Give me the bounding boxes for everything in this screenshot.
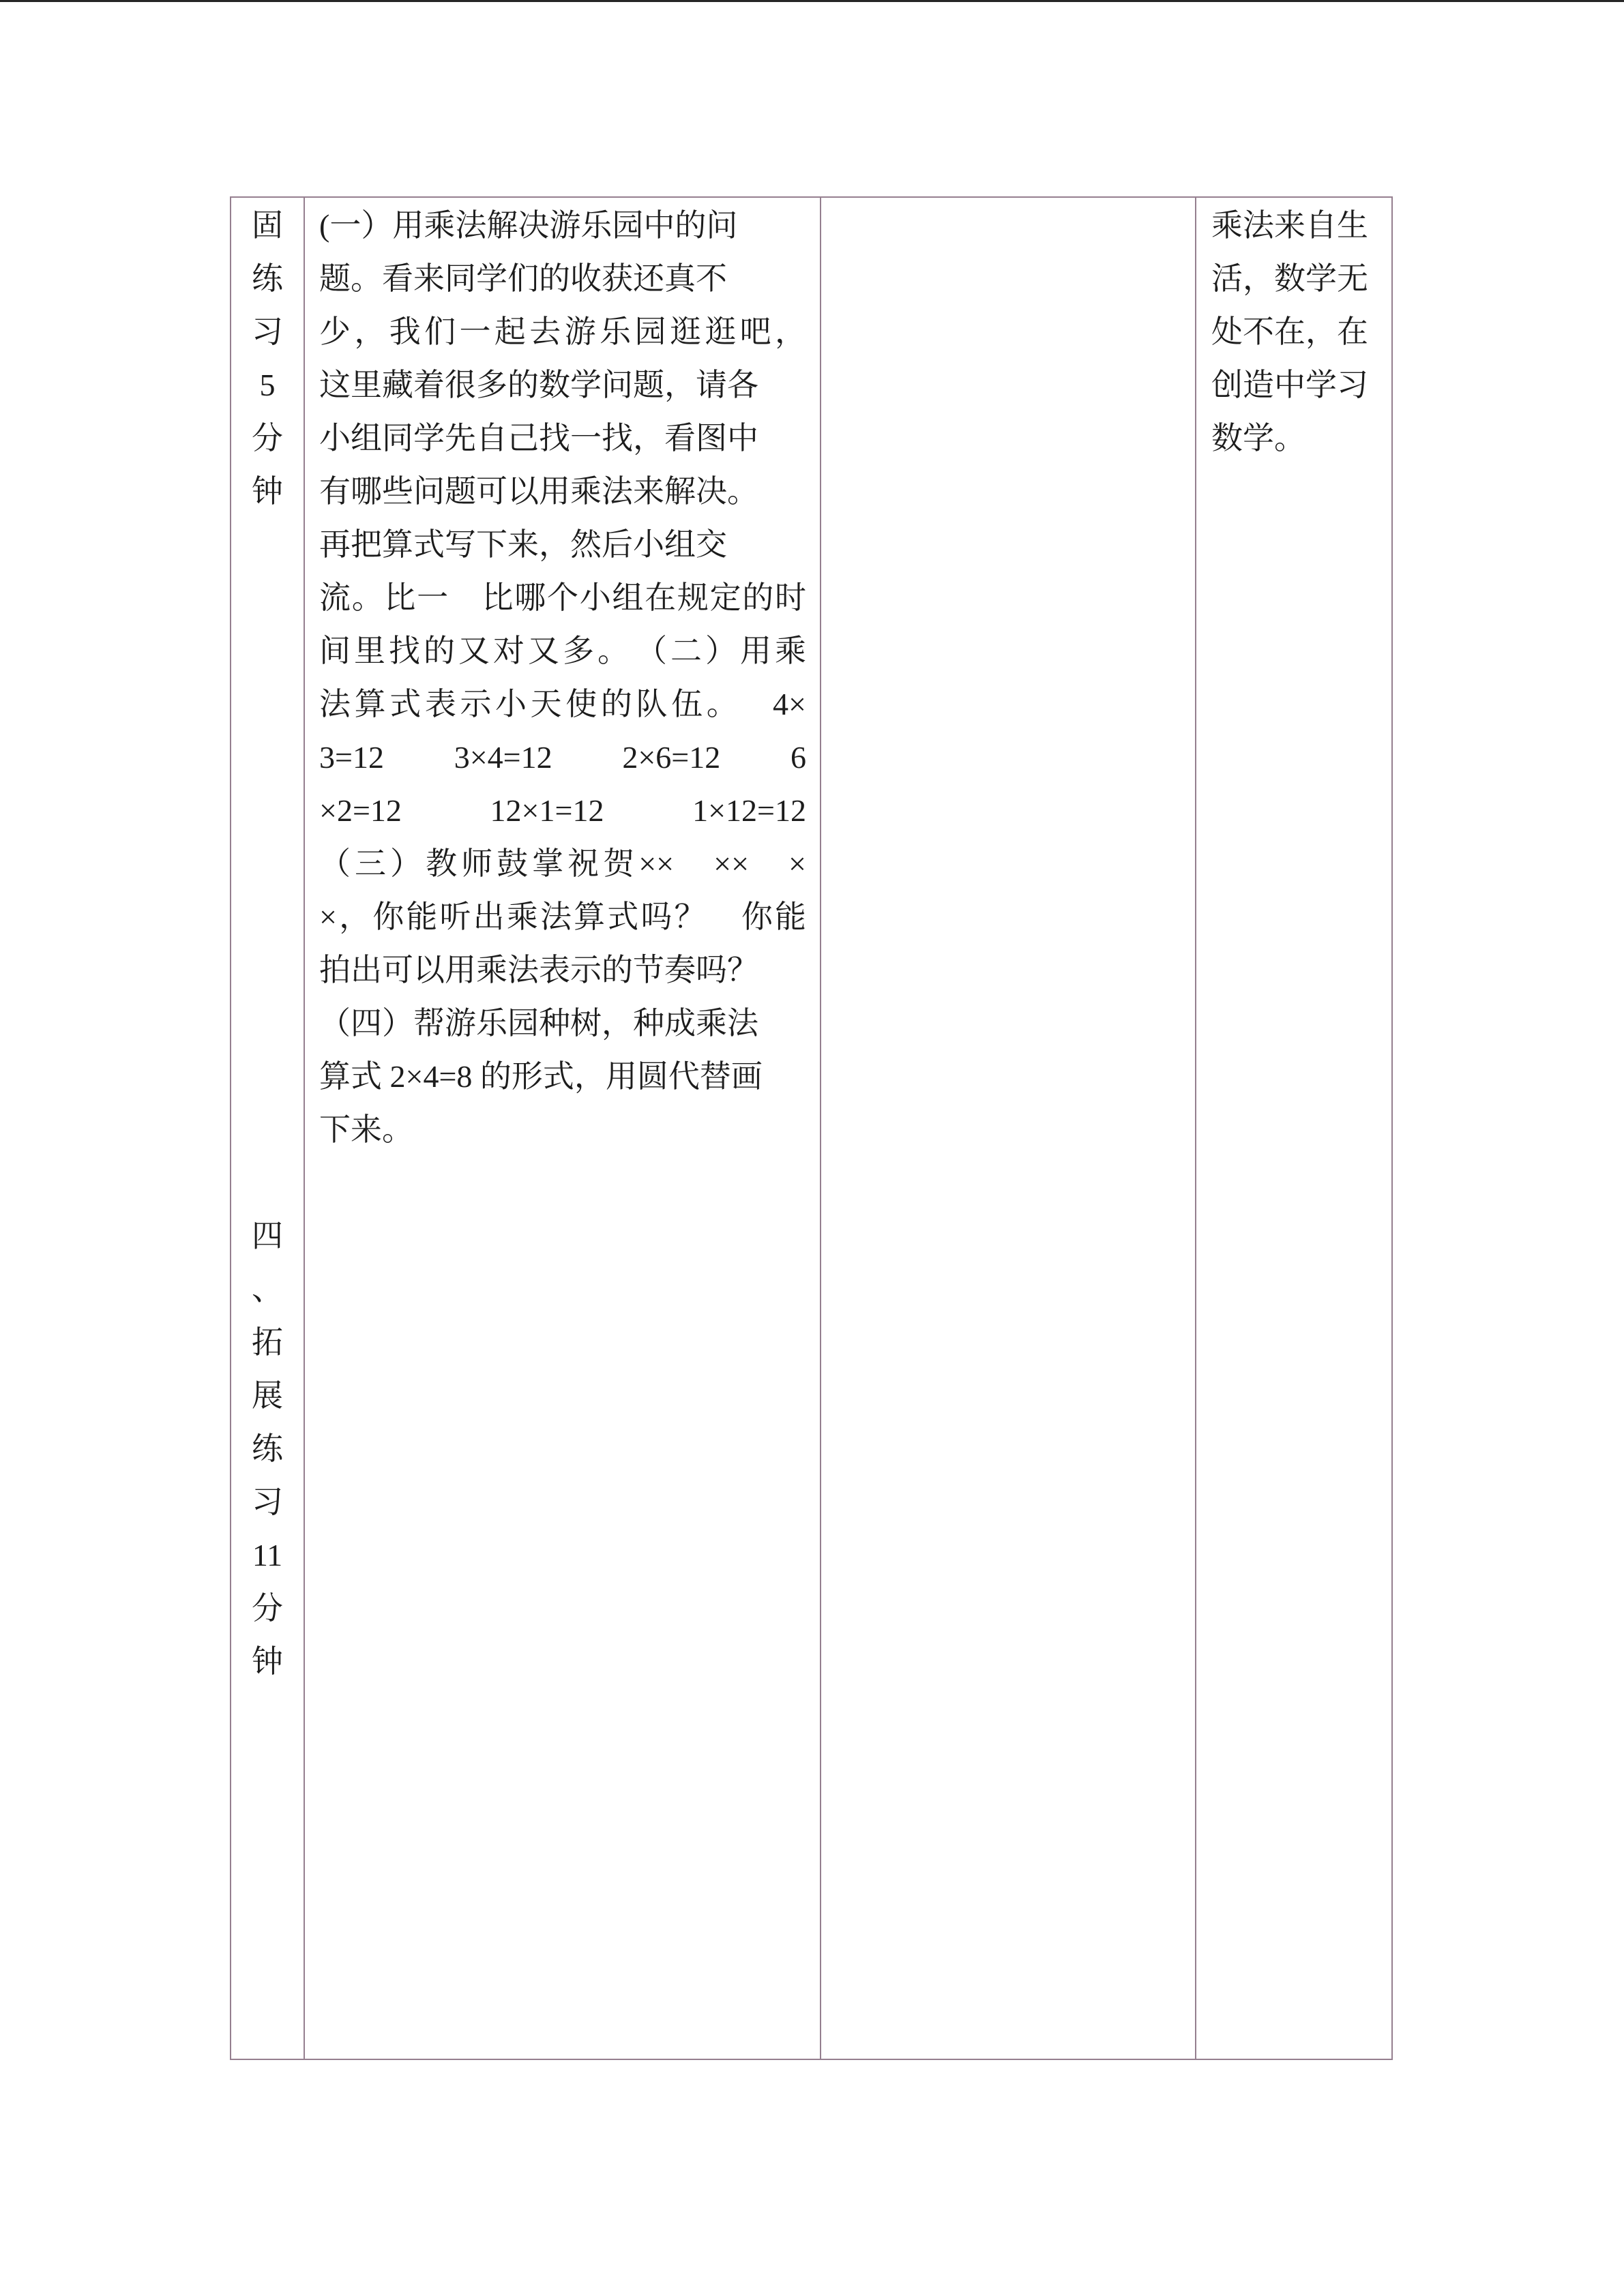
- stage-label-char: 拓: [252, 1325, 283, 1360]
- activity-text-cell: [305, 198, 821, 2059]
- activity-text-line: 少，我们一起去游乐园逛逛吧，: [319, 314, 806, 349]
- stage-label-char: 展: [252, 1378, 283, 1413]
- design-intent-line: 活，数学无: [1211, 261, 1368, 296]
- stage-label-char: 固: [252, 208, 283, 243]
- design-intent-cell: [1196, 198, 1391, 2059]
- activity-text-line: 间里找的又对又多。 （二）用乘: [319, 633, 806, 668]
- activity-text-line: 算式 2×4=8 的形式，用圆代替画: [319, 1059, 763, 1094]
- page-top-edge: [0, 0, 1624, 2]
- activity-text-line: 3=12 3×4=12 2×6=12 6: [319, 740, 806, 775]
- stage-label-char: 分: [252, 421, 283, 456]
- activity-text-line: （三）教师鼓掌祝贺×× ×× ×: [319, 846, 806, 881]
- lesson-plan-table: [230, 196, 1393, 2060]
- stage-label-char: 练: [252, 1431, 283, 1466]
- activity-text-line: ×，你能听出乘法算式吗？ 你能: [319, 899, 806, 934]
- stage-label-char: 钟: [252, 474, 283, 509]
- stage-label-extension-practice: [231, 1210, 304, 1688]
- activity-text-line: ×2=12 12×1=12 1×12=12: [319, 793, 806, 828]
- activity-text-line: 有哪些问题可以用乘法来解决。: [319, 474, 758, 509]
- stage-label-char: 11: [252, 1538, 283, 1572]
- stage-label-char: 习: [252, 314, 283, 349]
- stage-column-cell: [231, 198, 305, 2059]
- activity-text-line: 小组同学先自己找一找，看图中: [319, 421, 758, 456]
- stage-label-consolidation-practice: [231, 199, 304, 518]
- design-intent-line: 乘法来自生: [1211, 208, 1368, 243]
- stage-label-char: 、: [252, 1272, 283, 1307]
- activity-text-line: 法算式表示小天使的队伍。 4×: [319, 687, 806, 721]
- activity-text-line: 下来。: [319, 1112, 413, 1147]
- stage-label-char: 5: [259, 368, 276, 402]
- design-intent-line: 处不在，在: [1211, 314, 1368, 349]
- stage-label-char: 分: [252, 1591, 283, 1626]
- stage-label-char: 钟: [252, 1644, 283, 1679]
- activity-text-line: 流。比一 比哪个小组在规定的时: [319, 580, 806, 615]
- design-intent-line: 数学。: [1211, 421, 1305, 456]
- activity-text-line: （四）帮游乐园种树，种成乘法: [319, 1006, 758, 1041]
- activity-text-line: 这里藏着很多的数学问题，请各: [319, 368, 758, 402]
- activity-text-line: 再把算式写下来，然后小组交: [319, 527, 727, 562]
- design-intent-line: 创造中学习: [1211, 368, 1368, 402]
- stage-label-char: 四: [252, 1219, 283, 1253]
- activity-text-line: 拍出可以用乘法表示的节奏吗？: [319, 953, 758, 987]
- stage-label-char: 习: [252, 1485, 283, 1519]
- student-activity-cell-empty: [821, 198, 1196, 2059]
- stage-label-char: 练: [252, 261, 283, 296]
- activity-text-line: (一）用乘法解决游乐园中的问: [319, 208, 738, 243]
- activity-text-line: 题。看来同学们的收获还真不: [319, 261, 727, 296]
